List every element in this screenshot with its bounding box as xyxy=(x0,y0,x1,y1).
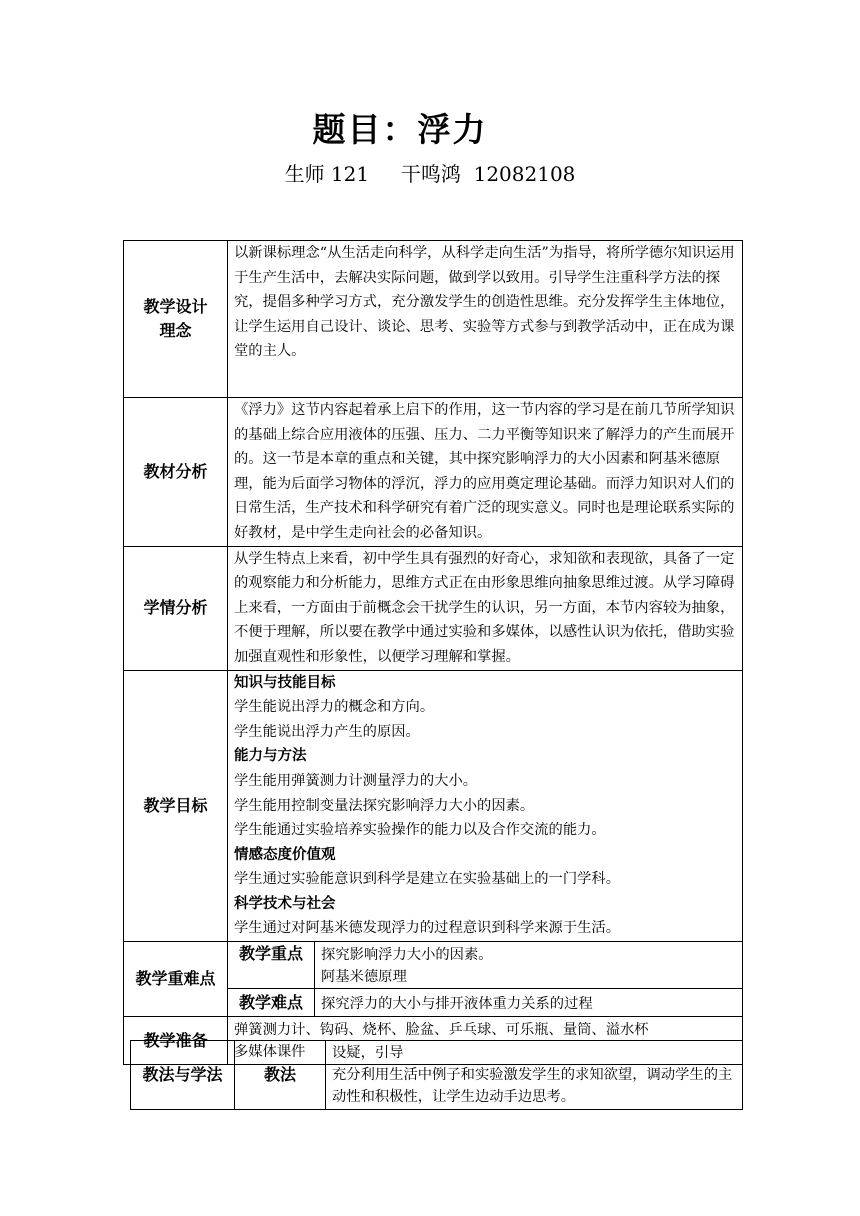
page-subtitle: 生师 121 干鸣鸿 12082108 xyxy=(284,162,576,186)
methods-table xyxy=(130,1040,743,1110)
row-methods xyxy=(131,1041,743,1110)
methods-line: 充分利用生活中例子和实验激发学生的求知欲望，调动学生的主动性和积极性，让学生边动手边思考。 xyxy=(332,1067,733,1105)
label-preparation: 教学准备 xyxy=(124,1017,228,1065)
objective-line: 学生通过对阿基米德发现浮力的过程意识到科学来源于生活。 xyxy=(234,920,621,937)
objective-heading: 情感态度价值观 xyxy=(234,846,336,863)
row-objectives xyxy=(124,670,743,942)
methods-line: 设疑，引导 xyxy=(332,1045,404,1061)
label-student-analysis: 学情分析 xyxy=(124,546,228,670)
objective-heading: 能力与方法 xyxy=(234,748,307,765)
key-point-line: 探究影响浮力大小的因素。 xyxy=(321,947,493,964)
difficult-point-text: 探究浮力的大小与排开液体重力关系的过程 xyxy=(315,989,743,1017)
row-key-points xyxy=(124,942,743,989)
objective-line: 学生能用控制变量法探究影响浮力大小的因素。 xyxy=(234,797,535,814)
methods-content xyxy=(326,1041,743,1110)
key-point-content xyxy=(315,942,743,989)
label-methods: 教法与学法 xyxy=(131,1041,235,1110)
label-line-2: 理念 xyxy=(159,321,192,340)
row-student-analysis xyxy=(124,546,743,670)
objective-heading: 科学技术与社会 xyxy=(234,895,336,912)
objective-line: 学生通过实验能意识到科学是建立在实验基础上的一门学科。 xyxy=(234,871,621,888)
student-analysis-text: 从学生特点上来看，初中学生具有强烈的好奇心，求知欲和表现欲，具备了一定的观察能力和分析能力，思维方式正在由形象思维向抽象思维过渡。从学习障碍上来看，一方面由于前概念会干扰学生的认识，另一方面，本节内容较为抽象，不便于理解，所以要在教学中通过实验和多媒体，以感性认识为依托，借助实验加强直观性和形象性，以便学习理解和掌握。 xyxy=(228,546,743,670)
objective-line: 学生能说出浮力产生的原因。 xyxy=(234,723,420,740)
key-point-line: 阿基米德原理 xyxy=(321,969,407,986)
preparation-line: 弹簧测力计、钩码、烧杯、脸盆、乒乓球、可乐瓶、量筒、溢水杯 xyxy=(234,1022,649,1039)
preparation-line: 多媒体课件 xyxy=(234,1044,306,1061)
design-concept-text: 以新课标理念“从生活走向科学，从科学走向生活”为指导，将所学德尔知识运用于生产生活中，去解决实际问题，做到学以致用。引导学生注重科学方法的探究，提倡多种学习方式，充分激发学生的创造性思维。充分发挥学生主体地位，让学生运用自己设计、谈论、思考、实验等方式参与到教学活动中，正在成为课堂的主人。 xyxy=(228,241,743,398)
objective-line: 学生能通过实验培养实验操作的能力以及合作交流的能力。 xyxy=(234,822,606,839)
label-difficult-point: 教学难点 xyxy=(228,989,315,1017)
label-line-1: 教学设计 xyxy=(143,297,208,316)
row-design-concept xyxy=(124,241,743,398)
lesson-plan-table xyxy=(123,240,743,1065)
label-objectives: 教学目标 xyxy=(124,670,228,942)
label-design-concept xyxy=(124,241,228,398)
row-material-analysis xyxy=(124,398,743,547)
objectives-content xyxy=(228,670,743,942)
objective-line: 学生能用弹簧测力计测量浮力的大小。 xyxy=(234,772,478,789)
material-analysis-text: 《浮力》这节内容起着承上启下的作用，这一节内容的学习是在前几节所学知识的基础上综合应用液体的压强、压力、二力平衡等知识来了解浮力的产生而展开的。这一节是本章的重点和关键，其中探究影响浮力的大小因素和阿基米德原理，能为后面学习物体的浮沉，浮力的应用奠定理论基础。而浮力知识对人们的日常生活，生产技术和科学研究有着广泛的现实意义。同时也是理论联系实际的好教材，是中学生走向社会的必备知识。 xyxy=(228,398,743,547)
label-key-points: 教学重难点 xyxy=(124,942,228,1017)
label-material-analysis: 教材分析 xyxy=(124,398,228,547)
page-title: 题目：浮力 xyxy=(312,110,488,149)
objective-line: 学生能说出浮力的概念和方向。 xyxy=(234,699,435,716)
label-key-point: 教学重点 xyxy=(228,942,315,989)
label-teaching-method: 教法 xyxy=(235,1041,326,1110)
objective-heading: 知识与技能目标 xyxy=(234,674,336,691)
